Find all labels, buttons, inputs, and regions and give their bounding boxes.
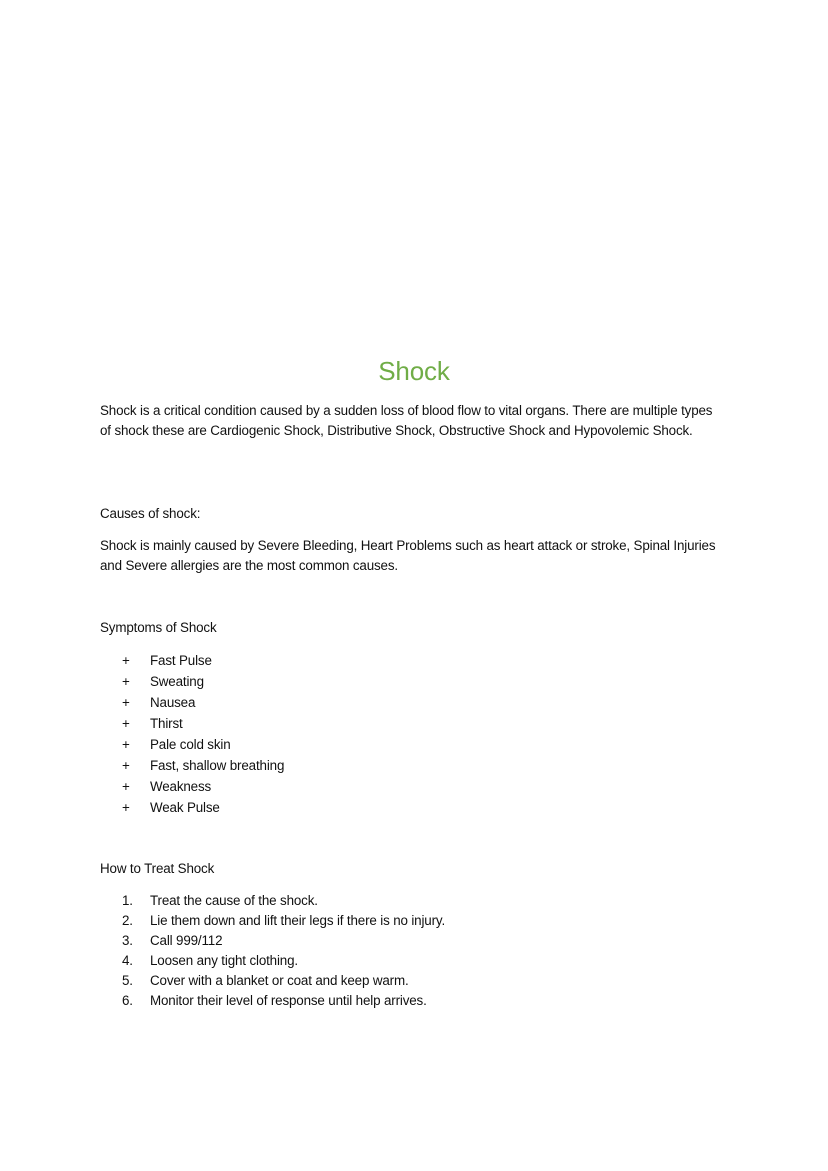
plus-bullet-icon: + [122, 779, 130, 794]
causes-heading: Causes of shock: [100, 506, 201, 521]
list-item [122, 951, 445, 971]
intro-paragraph: Shock is a critical condition caused by a sudden loss of blood flow to vital organs. There are multiple types of shock these are Cardiogenic Shock, Distributive Shock, Obstructive Shock and Hypovolemic Shock. [100, 403, 713, 438]
list-item [122, 991, 445, 1011]
step-number: 2. [122, 913, 133, 929]
step-text: Monitor their level of response until help arrives. [150, 993, 427, 1009]
list-item [122, 891, 445, 911]
symptoms-heading: Symptoms of Shock [100, 620, 217, 635]
symptom-text: Pale cold skin [150, 737, 231, 752]
step-text: Cover with a blanket or coat and keep warm. [150, 973, 409, 989]
plus-bullet-icon: + [122, 653, 130, 668]
treatment-list [122, 891, 445, 1012]
plus-bullet-icon: + [122, 674, 130, 689]
symptom-text: Weak Pulse [150, 800, 220, 815]
plus-bullet-icon: + [122, 716, 130, 731]
list-item [122, 931, 445, 951]
list-item [122, 776, 284, 797]
list-item [122, 650, 284, 671]
step-number: 6. [122, 993, 133, 1009]
symptom-text: Thirst [150, 716, 183, 731]
plus-bullet-icon: + [122, 695, 130, 710]
step-number: 3. [122, 933, 133, 949]
step-number: 5. [122, 973, 133, 989]
step-text: Call 999/112 [150, 933, 223, 949]
symptom-text: Fast, shallow breathing [150, 758, 285, 773]
step-text: Treat the cause of the shock. [150, 893, 318, 908]
plus-bullet-icon: + [122, 737, 130, 752]
list-item [122, 797, 284, 818]
causes-paragraph: Shock is mainly caused by Severe Bleeding, Heart Problems such as heart attack or stroke, Spinal Injuries and Severe allergies are the most common causes. [100, 538, 716, 573]
step-number: 4. [122, 953, 133, 969]
step-text: Loosen any tight clothing. [150, 953, 298, 969]
symptom-text: Nausea [150, 695, 196, 710]
symptom-text: Sweating [150, 674, 204, 689]
treatment-heading: How to Treat Shock [100, 861, 215, 876]
list-item [122, 734, 284, 755]
list-item [122, 713, 284, 734]
list-item [122, 971, 445, 991]
symptom-text: Fast Pulse [150, 653, 212, 668]
symptoms-list [122, 650, 284, 818]
step-text: Lie them down and lift their legs if there is no injury. [150, 913, 446, 929]
step-number: 1. [122, 893, 133, 908]
list-item [122, 755, 284, 776]
list-item [122, 671, 284, 692]
plus-bullet-icon: + [122, 758, 130, 773]
document-title: Shock [378, 356, 450, 386]
list-item [122, 692, 284, 713]
list-item [122, 911, 445, 931]
symptom-text: Weakness [150, 779, 212, 794]
plus-bullet-icon: + [122, 800, 130, 815]
